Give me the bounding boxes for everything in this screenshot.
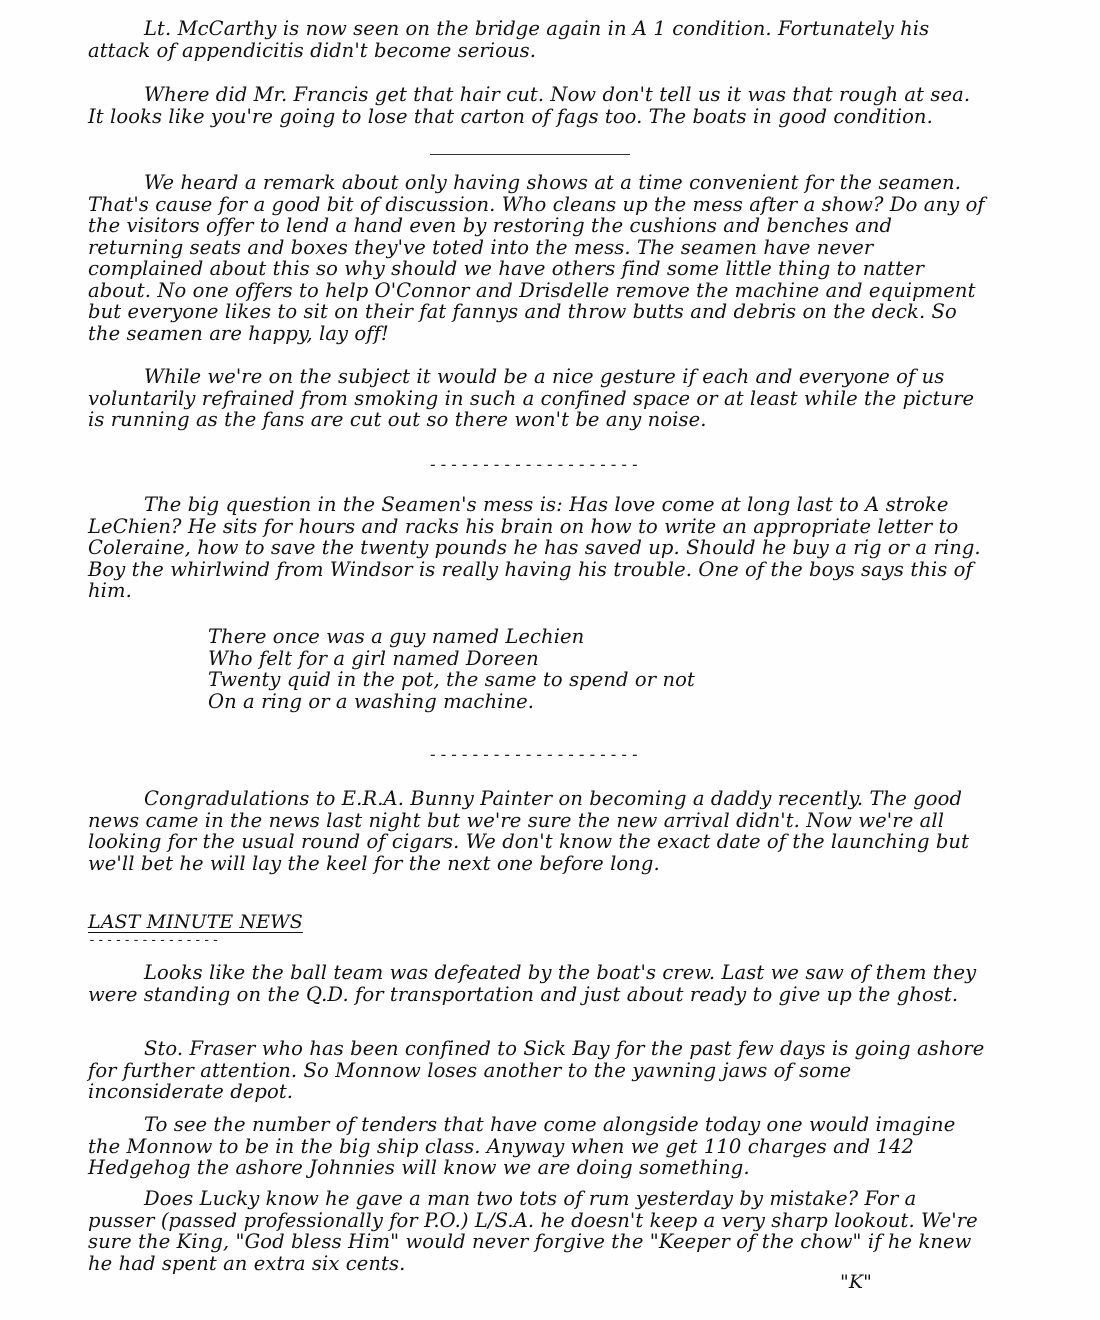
paragraph-lechien-question: The big question in the Seamen's mess is: Has love come at long last to A stroke LeChien? He sits for hours and racks his brain on how to write an appropriate letter to Coleraine, how to save the twenty pounds he has saved up. Should he buy a rig or a ring. Boy the whirlwind from Windsor is really having his trouble. One of the boys says this of him. <box>88 493 981 602</box>
paragraph-painter-congratulations: Congradulations to E.R.A. Bunny Painter on becoming a daddy recently. The good news came in the news last night but we're sure the new arrival didn't. Now we're all looking for the usual round of cigars. We don't know the exact date of the launching but we'll bet he will lay the keel for the next one before long. <box>88 787 970 875</box>
poem-line: Twenty quid in the pot, the same to spend or not <box>208 668 695 691</box>
poem-line: On a ring or a washing machine. <box>208 689 535 713</box>
paragraph-tenders: To see the number of tenders that have come alongside today one would imagine the Monnow to be in the big ship class. Anyway when we get 110 charges and 142 Hedgehog the ashore Johnnies will know we are doing something. <box>88 1113 956 1179</box>
paragraph-mccarthy: Lt. McCarthy is now seen on the bridge again in A 1 condition. Fortunately his attack of appendicitis didn't become serious. <box>88 17 930 62</box>
last-minute-news-heading: LAST MINUTE NEWS <box>88 911 303 933</box>
paragraph-smoking: While we're on the subject it would be a nice gesture if each and everyone of us voluntarily refrained from smoking in such a confined space or at least while the picture is running as the fans are cut out so there won't be any noise. <box>88 365 975 431</box>
section-divider: -------------------- <box>428 455 641 474</box>
poem-line: There once was a guy named Lechien <box>208 625 585 648</box>
section-divider: -------------------- <box>428 745 641 764</box>
paragraph-fraser: Sto. Fraser who has been confined to Sick Bay for the past few days is going ashore for further attention. So Monnow loses another to the yawning jaws of some inconsiderate depot. <box>88 1037 985 1103</box>
paragraph-ball-team: Looks like the ball team was defeated by the boat's crew. Last we saw of them they were standing on the Q.D. for transportation and just about ready to give up the ghost. <box>88 961 977 1006</box>
paragraph-lucky-rum: Does Lucky know he gave a man two tots of rum yesterday by mistake? For a pusser (passed professionally for P.O.) L/S.A. he doesn't keep a very sharp lookout. We're sure the King, "God bless Him" would never forgive the "Keeper of the chow" if he knew he had spent an extra six cents. <box>88 1187 978 1275</box>
limerick-poem <box>208 626 908 712</box>
paragraph-francis-haircut: Where did Mr. Francis get that hair cut. Now don't tell us it was that rough at sea. It looks like you're going to lose that carton of fags too. The boats in good condition. <box>88 83 971 128</box>
heading-underline: --------------- <box>88 933 221 948</box>
horizontal-rule <box>430 154 630 155</box>
author-signature: "K" <box>840 1271 872 1293</box>
poem-line: Who felt for a girl named Doreen <box>208 646 539 670</box>
paragraph-shows-discussion: We heard a remark about only having shows at a time convenient for the seamen. That's cause for a good bit of discussion. Who cleans up the mess after a show? Do any of the visitors offer to lend a hand even by restoring the cushions and benches and returning seats and boxes they've toted into the mess. The seamen have never complained about this so why should we have others find some little thing to natter about. No one offers to help O'Connor and Drisdelle remove the machine and equipment but everyone likes to sit on their fat fannys and throw butts and debris on the deck. So the seamen are happy, lay off! <box>88 171 985 345</box>
